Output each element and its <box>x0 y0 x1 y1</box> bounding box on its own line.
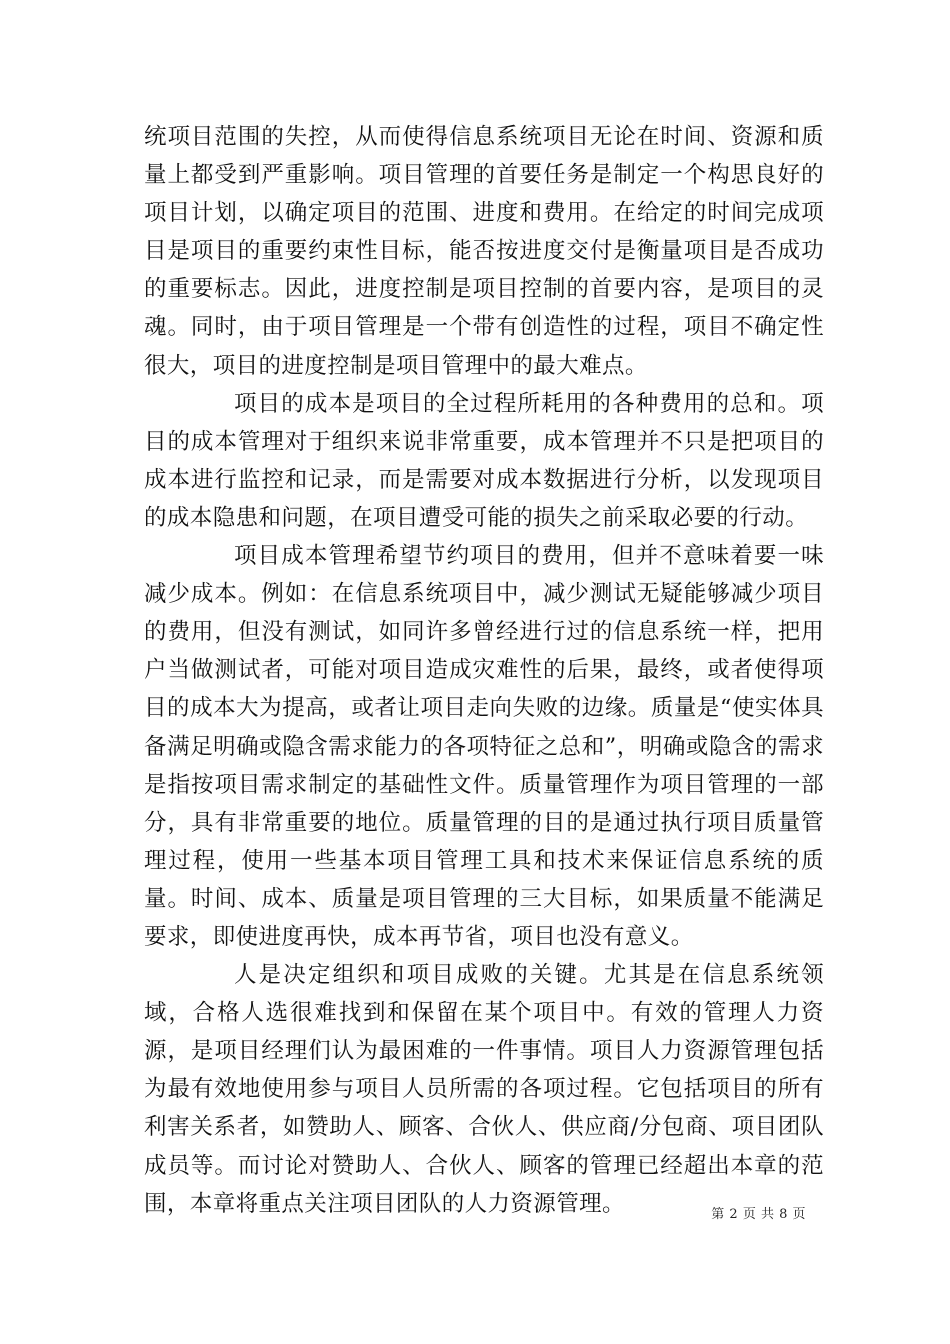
paragraph-1: 统项目范围的失控，从而使得信息系统项目无论在时间、资源和质量上都受到严重影响。项目管理的首要任务是制定一个构思良好的项目计划，以确定项目的范围、进度和费用。在给定的时间完成项目是项目的重要约束性目标，能否按进度交付是衡量项目是否成功的重要标志。因此，进度控制是项目控制的首要内容，是项目的灵魂。同时，由于项目管理是一个带有创造性的过程，项目不确定性很大，项目的进度控制是项目管理中的最大难点。 <box>144 124 824 379</box>
paragraph-4: 人是决定组织和项目成败的关键。尤其是在信息系统领域，合格人选很难找到和保留在某个项目中。有效的管理人力资源，是项目经理们认为最困难的一件事情。项目人力资源管理包括为最有效地使用参与项目人员所需的各项过程。它包括项目的所有利害关系者，如赞助人、顾客、合伙人、供应商/分包商、项目团队成员等。而讨论对赞助人、合伙人、顾客的管理已经超出本章的范围，本章将重点关注项目团队的人力资源管理。 <box>144 962 824 1217</box>
paragraph-3: 项目成本管理希望节约项目的费用，但并不意味着要一味减少成本。例如：在信息系统项目中，减少测试无疑能够减少项目的费用，但没有测试，如同许多曾经进行过的信息系统一样，把用户当做测试者，可能对项目造成灾难性的后果，最终，或者使得项目的成本大为提高，或者让项目走向失败的边缘。质量是“使实体具备满足明确或隐含需求能力的各项特征之总和”，明确或隐含的需求是指按项目需求制定的基础性文件。质量管理作为项目管理的一部分，具有非常重要的地位。质量管理的目的是通过执行项目质量管理过程，使用一些基本项目管理工具和技术来保证信息系统的质量。时间、成本、质量是项目管理的三大目标，如果质量不能满足要求，即使进度再快，成本再节省，项目也没有意义。 <box>144 543 824 950</box>
page-number-footer: 第 2 页 共 8 页 <box>711 1207 806 1222</box>
paragraph-2: 项目的成本是项目的全过程所耗用的各种费用的总和。项目的成本管理对于组织来说非常重要，成本管理并不只是把项目的成本进行监控和记录，而是需要对成本数据进行分析，以发现项目的成本隐患和问题，在项目遭受可能的损失之前采取必要的行动。 <box>144 390 824 531</box>
body-text <box>144 118 824 1223</box>
